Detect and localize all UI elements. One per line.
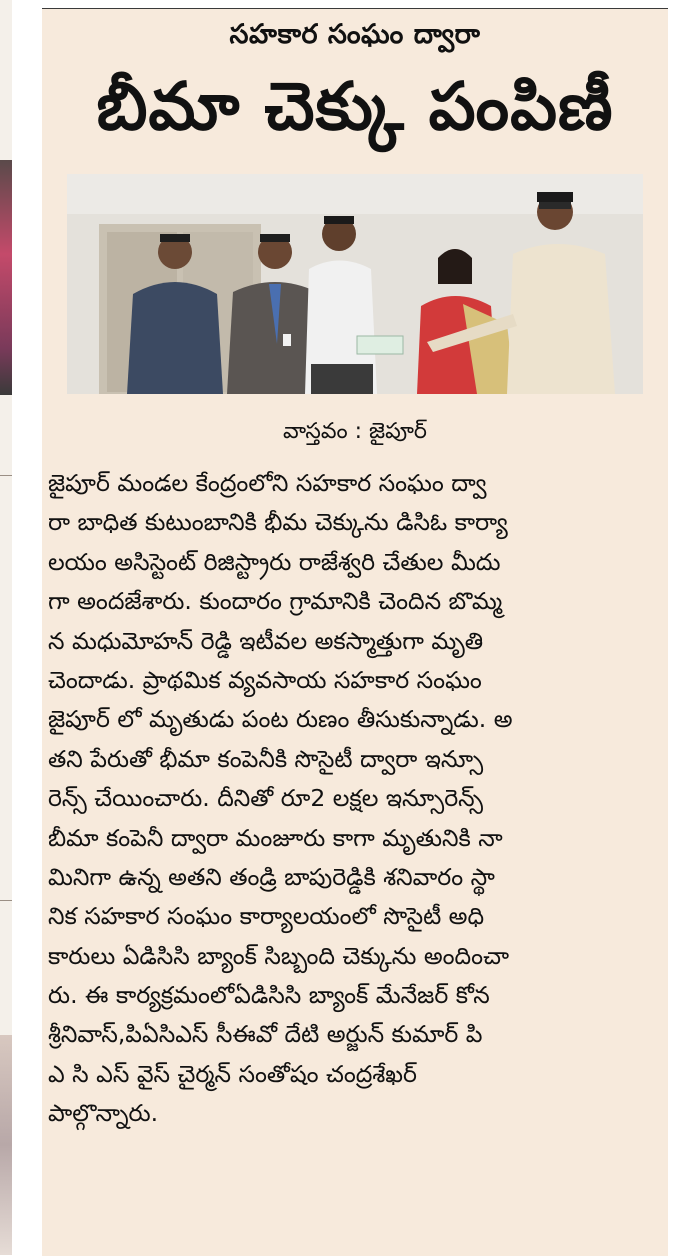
column-divider [0,475,12,476]
body-line: ఎ సి ఎస్ వైస్ చైర్మన్ సంతోషం చంద్రశేఖర్ [48,1059,417,1088]
body-line: రు. ఈ కార్యక్రమంలోఏడిసిసి బ్యాంక్ మేనేజర్ కోన [48,981,490,1010]
article-headline: బీమా చెక్కు పంపిణీ [96,68,614,145]
article-dateline: వాస్తవం : జైపూర్ [283,419,427,444]
adjacent-column-strip [0,0,12,1255]
adjacent-photo-fragment [0,160,12,395]
article-body [48,464,660,1134]
body-line: రెన్స్ చేయించారు. దీనితో రూ2 లక్షల ఇన్సూరెన్స్ [48,784,484,813]
body-line: జైపూర్ లో మృతుడు పంట రుణం తీసుకున్నాడు. అ [48,705,513,734]
column-divider [0,900,12,901]
body-line: బీమా కంపెనీ ద్వారా మంజూరు కాగా మృతునికి నా [48,823,503,852]
body-line: లయం అసిస్టెంట్ రిజిస్ట్రారు రాజేశ్వరి చేతుల మీదు [48,547,501,576]
article-kicker: సహకార సంఘం ద్వారా [229,19,481,50]
body-line: రా బాధిత కుటుంబానికి భీమ చెక్కును డిసిఓ కార్యా [48,508,508,537]
body-line: కారులు ఏడిసిసి బ్యాంక్ సిబ్బంది చెక్కును అందించా [48,941,509,970]
body-line: పాల్గొన్నారు. [48,1099,159,1128]
adjacent-photo-fragment [0,1035,12,1255]
body-line: నిక సహకార సంఘం కార్యాలయంలో సొసైటీ అధి [48,902,485,931]
body-line: శ్రీనివాస్,పిఏసిఎస్ సీఈవో దేటి అర్జున్ కుమార్ పి [48,1020,483,1049]
body-line: చెందాడు. ప్రాథమిక వ్యవసాయ సహకార సంఘం [48,665,482,694]
body-line: న మధుమోహన్ రెడ్డి ఇటీవల అకస్మాత్తుగా మృతి [48,626,484,655]
body-line: గా అందజేశారు. కుందారం గ్రామానికి చెందిన బొమ్మ [48,587,503,616]
body-line: తని పేరుతో భీమా కంపెనీకి సొసైటీ ద్వారా ఇన్సూ [48,744,484,773]
news-article [42,8,668,1256]
body-line: జైపూర్ మండల కేంద్రంలోని సహకార సంఘం ద్వా [48,469,487,497]
article-photo [67,174,643,394]
body-line: మినిగా ఉన్న అతని తండ్రి బాపురెడ్డికి శనివారం స్థా [48,862,495,891]
